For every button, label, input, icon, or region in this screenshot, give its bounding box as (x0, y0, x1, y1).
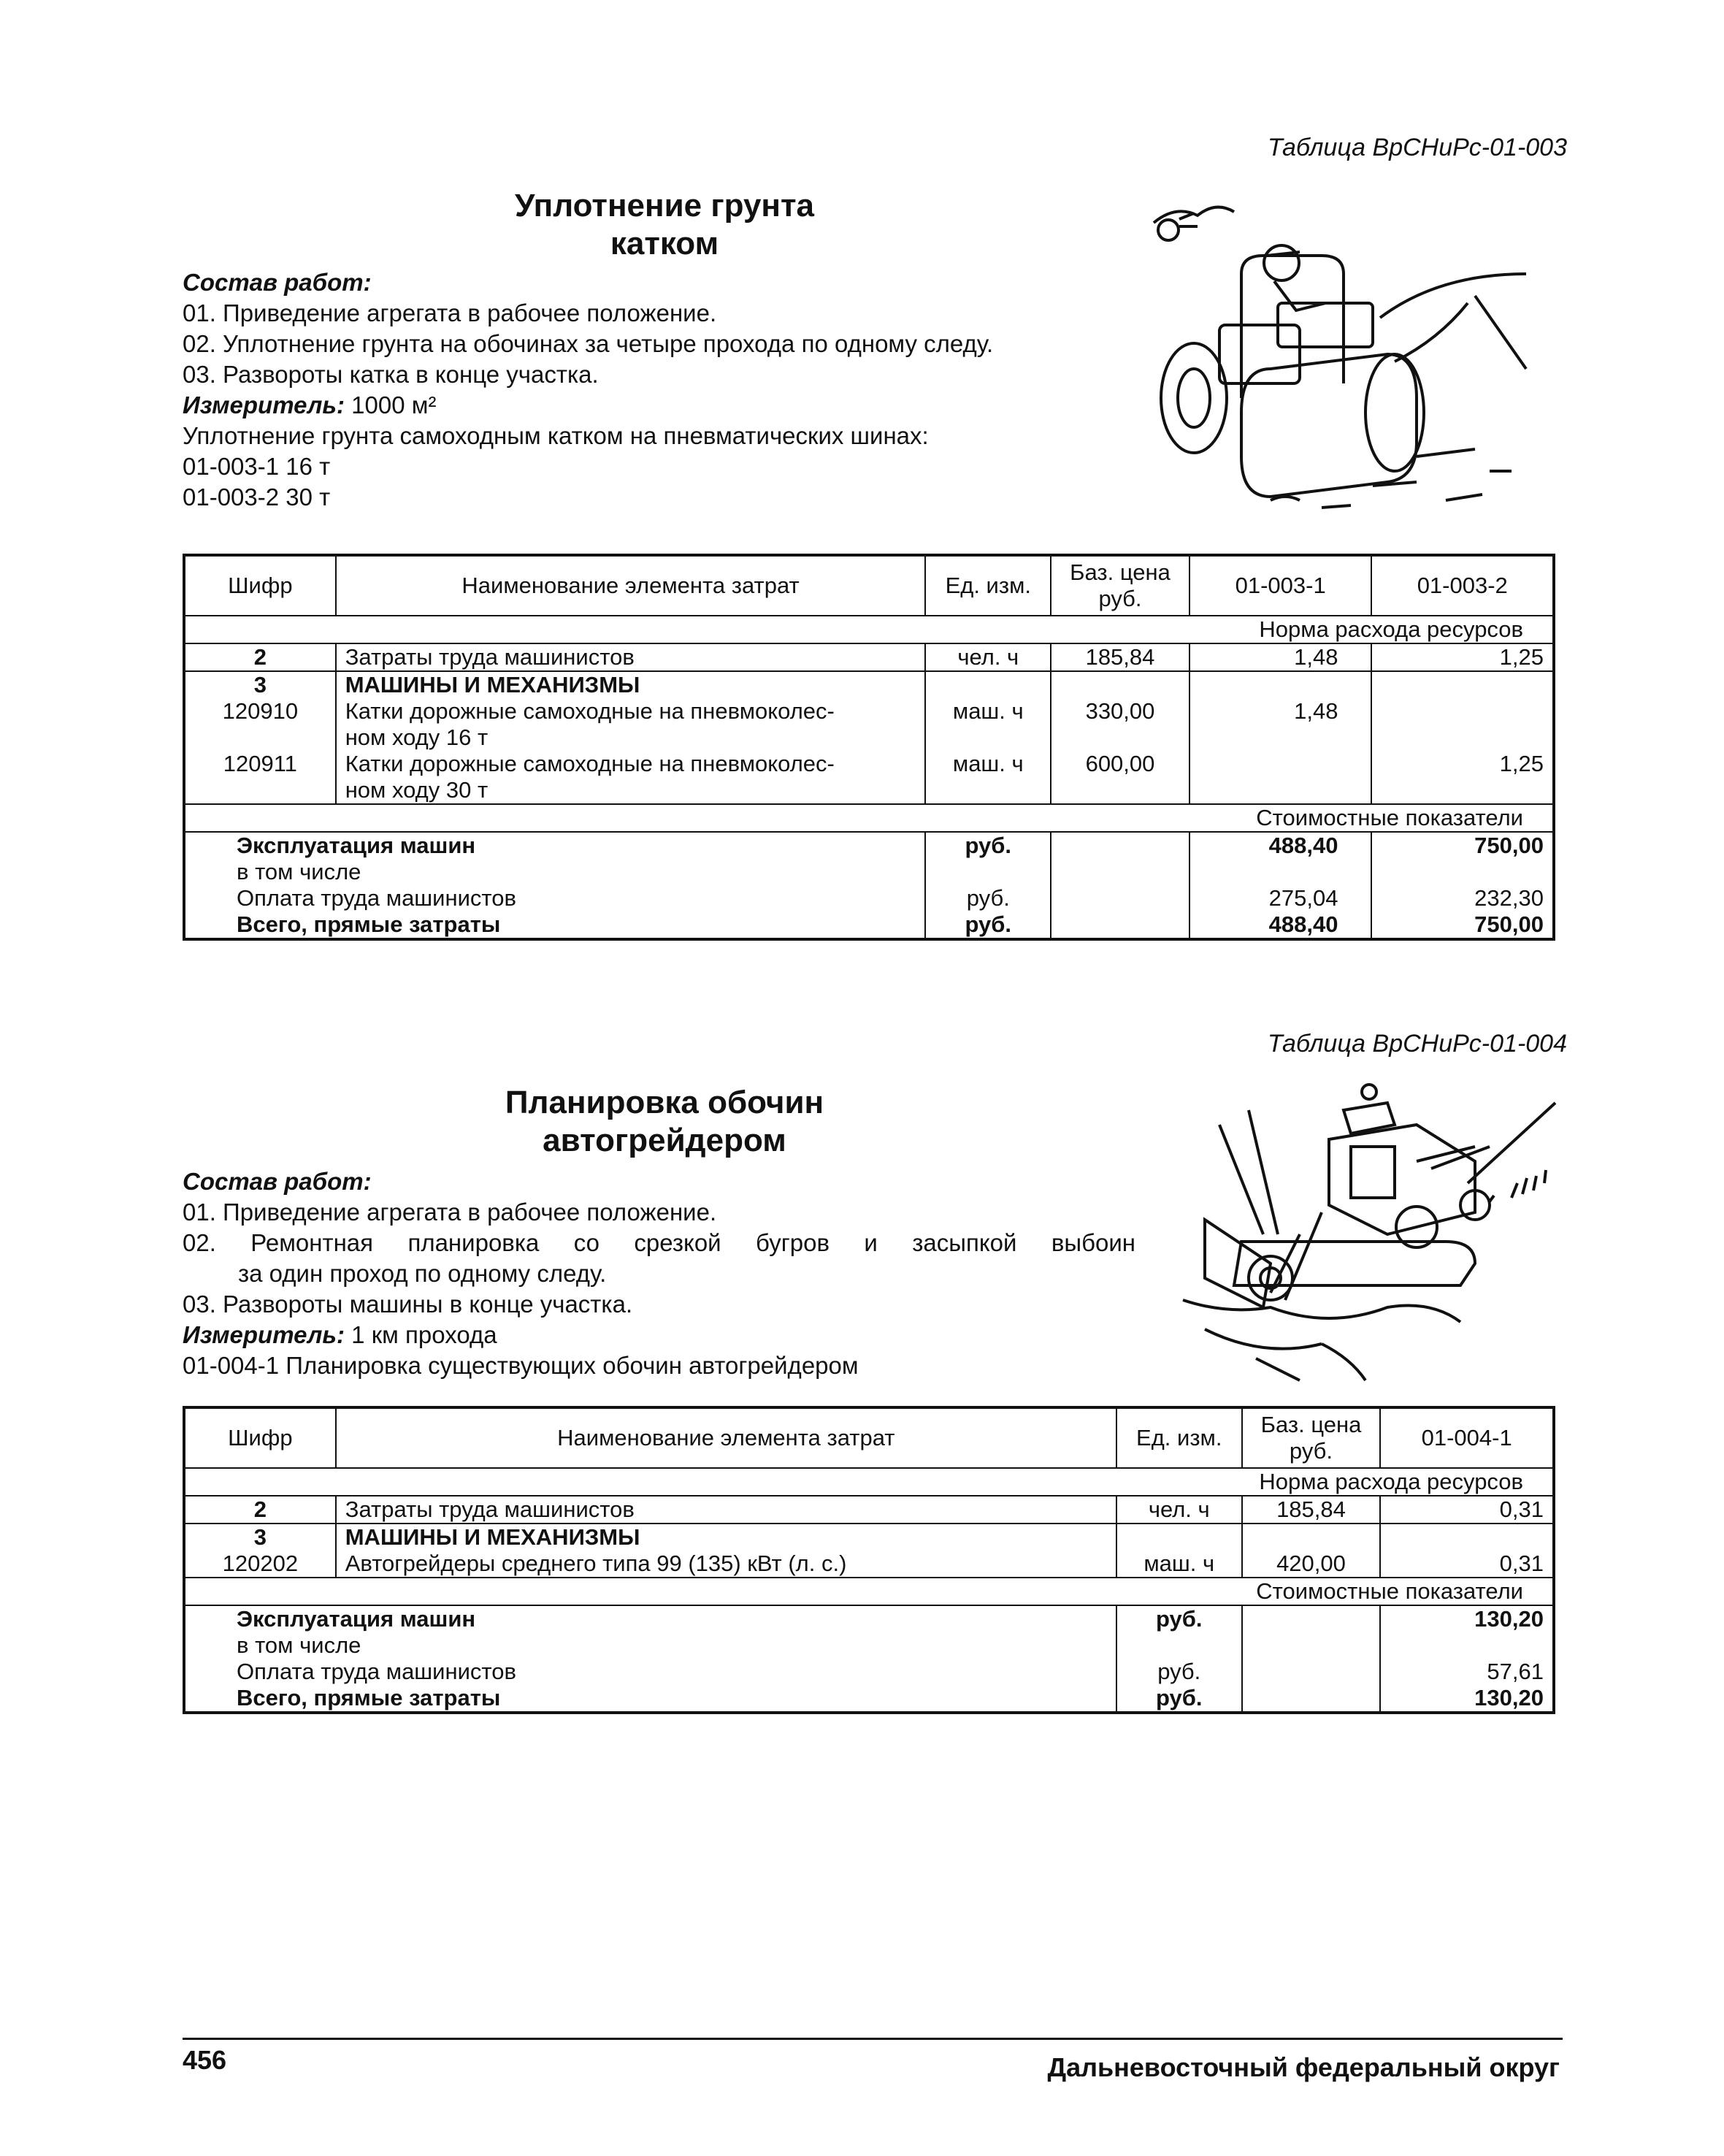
cost-name: Оплата труда машинистов (184, 885, 925, 911)
empty-cell (1380, 1632, 1554, 1659)
header-name: Наименование элемента затрат (336, 1407, 1116, 1468)
work-item: 02. Уплотнение грунта на обочинах за четыре прохода по одному следу. (183, 330, 994, 357)
row-code: 120910 (184, 698, 336, 751)
norm-label: Норма расхода ресурсов (184, 1468, 1554, 1496)
header-name: Наименование элемента затрат (336, 555, 926, 616)
header-price-line2: руб. (1098, 586, 1142, 611)
cost-value: 488,40 (1189, 911, 1372, 939)
table-row (184, 1496, 1554, 1524)
row-code: 120911 (184, 751, 336, 804)
empty-cell (1371, 859, 1554, 885)
cost-value: 130,20 (1380, 1605, 1554, 1632)
header-code: Шифр (184, 1407, 336, 1468)
cost-name: Эксплуатация машин (184, 1605, 1116, 1632)
norm-section-row (184, 1468, 1554, 1496)
section-title-1-line1: Уплотнение грунта (514, 188, 815, 223)
row-name-line2: ном ходу 30 т (345, 777, 489, 803)
empty-cell (1051, 859, 1189, 885)
row-value: 1,48 (1189, 698, 1372, 751)
work-item: 01. Приведение агрегата в рабочее положение. (183, 299, 717, 326)
variant-item: 01-003-1 16 т (183, 453, 331, 480)
cost-name: Всего, прямые затраты (184, 911, 925, 939)
cost-section-row (184, 1578, 1554, 1605)
measure-line (183, 1320, 1135, 1350)
cost-row (184, 1632, 1554, 1659)
cost-unit: руб. (1116, 1685, 1242, 1713)
row-name (336, 698, 926, 751)
row-price: 600,00 (1051, 751, 1189, 804)
header-price-line1: Баз. цена (1260, 1412, 1362, 1437)
cost-name: в том числе (184, 859, 925, 885)
row-name: Автогрейдеры среднего типа 99 (135) кВт (л. с.) (336, 1551, 1116, 1578)
row-name: Затраты труда машинистов (336, 1496, 1116, 1524)
cost-label: Стоимостные показатели (184, 1578, 1554, 1605)
cost-row-total (184, 1685, 1554, 1713)
empty-cell (1116, 1524, 1242, 1551)
header-col2: 01-003-2 (1371, 555, 1554, 616)
row-code: 2 (184, 1496, 336, 1524)
table-caption-2: Таблица ВрСНиРс-01-004 (1267, 1030, 1567, 1058)
header-unit: Ед. изм. (925, 555, 1051, 616)
empty-cell (1242, 1605, 1381, 1632)
header-price (1242, 1407, 1381, 1468)
table-header-row (184, 555, 1554, 616)
cost-row (184, 885, 1554, 911)
empty-cell (1380, 1524, 1554, 1551)
row-unit: маш. ч (925, 751, 1051, 804)
cost-name: Всего, прямые затраты (184, 1685, 1116, 1713)
cost-value: 130,20 (1380, 1685, 1554, 1713)
table-row (184, 671, 1554, 698)
cost-row-total (184, 911, 1554, 939)
empty-cell (1051, 911, 1189, 939)
empty-cell (1189, 671, 1372, 698)
cost-table-1 (183, 554, 1555, 941)
works-label: Состав работ: (183, 269, 372, 296)
table-row (184, 643, 1554, 671)
section-title-1-line2: катком (610, 226, 719, 261)
norm-section-row (184, 616, 1554, 643)
norm-label: Норма расхода ресурсов (184, 616, 1554, 643)
cost-unit: руб. (925, 832, 1051, 859)
row-value: 0,31 (1380, 1496, 1554, 1524)
row-code: 120202 (184, 1551, 336, 1578)
cost-label: Стоимостные показатели (184, 804, 1554, 832)
header-code: Шифр (184, 555, 336, 616)
row-price: 185,84 (1051, 643, 1189, 671)
cost-section-row (184, 804, 1554, 832)
works-block-1 (183, 267, 993, 513)
cost-unit: руб. (1116, 1605, 1242, 1632)
table-caption-1: Таблица ВрСНиРс-01-003 (1267, 134, 1567, 161)
row-value: 1,48 (1189, 643, 1372, 671)
cost-value: 275,04 (1189, 885, 1372, 911)
cost-unit: руб. (925, 885, 1051, 911)
row-unit: маш. ч (925, 698, 1051, 751)
work-item: 03. Развороты катка в конце участка. (183, 361, 599, 388)
cost-table-2 (183, 1406, 1555, 1714)
cost-value: 750,00 (1371, 911, 1554, 939)
empty-cell (1242, 1632, 1381, 1659)
header-price-line1: Баз. цена (1070, 559, 1171, 585)
row-unit: маш. ч (1116, 1551, 1242, 1578)
empty-cell (1242, 1685, 1381, 1713)
table-row (184, 751, 1554, 804)
measure-label: Измеритель: (183, 391, 345, 418)
row-value: 1,25 (1371, 643, 1554, 671)
empty-cell (1189, 859, 1372, 885)
cost-value: 488,40 (1189, 832, 1372, 859)
work-item: 03. Развороты машины в конце участка. (183, 1291, 633, 1318)
cost-name: Оплата труда машинистов (184, 1659, 1116, 1685)
row-code: 3 (184, 671, 336, 698)
cost-row (184, 859, 1554, 885)
empty-cell (1051, 671, 1189, 698)
row-value: 1,25 (1371, 751, 1554, 804)
empty-cell (1051, 832, 1189, 859)
cost-row (184, 1659, 1554, 1685)
section-title-2-line1: Планировка обочин (505, 1085, 824, 1120)
row-price: 330,00 (1051, 698, 1189, 751)
row-name-line1: Катки дорожные самоходные на пневмоколес- (345, 698, 835, 724)
table-row (184, 1551, 1554, 1578)
cost-value: 57,61 (1380, 1659, 1554, 1685)
cost-value: 232,30 (1371, 885, 1554, 911)
row-price: 185,84 (1242, 1496, 1381, 1524)
measure-line (183, 390, 993, 421)
empty-cell (1242, 1659, 1381, 1685)
cost-unit: руб. (1116, 1659, 1242, 1685)
row-code: 3 (184, 1524, 336, 1551)
empty-cell (925, 859, 1051, 885)
variant-item: 01-004-1 Планировка существующих обочин автогрейдером (183, 1352, 859, 1379)
works-block-2 (183, 1166, 1135, 1381)
section-title-1 (445, 187, 884, 263)
empty-cell (1051, 885, 1189, 911)
measure-label: Измеритель: (183, 1321, 345, 1348)
work-item: 02. Ремонтная планировка со срезкой бугров и засыпкой выбоин (183, 1229, 1135, 1256)
header-price (1051, 555, 1189, 616)
row-name (336, 751, 926, 804)
page-number: 456 (183, 2045, 227, 2075)
footer-region: Дальневосточный федеральный округ (1047, 2052, 1560, 2082)
row-value (1189, 751, 1372, 804)
row-name: Затраты труда машинистов (336, 643, 926, 671)
row-unit: чел. ч (925, 643, 1051, 671)
header-price-line2: руб. (1289, 1438, 1333, 1464)
measure-value: 1 км прохода (351, 1321, 497, 1348)
measure-value: 1000 м² (351, 391, 437, 418)
table-header-row (184, 1407, 1554, 1468)
row-value (1371, 698, 1554, 751)
cost-value: 750,00 (1371, 832, 1554, 859)
row-price: 420,00 (1242, 1551, 1381, 1578)
section-title-2 (445, 1084, 884, 1160)
row-name-line1: Катки дорожные самоходные на пневмоколес- (345, 751, 835, 776)
header-col1: 01-003-1 (1189, 555, 1372, 616)
cost-row (184, 1605, 1554, 1632)
motor-grader-illustration (1176, 1081, 1585, 1395)
header-col1: 01-004-1 (1380, 1407, 1554, 1468)
header-unit: Ед. изм. (1116, 1407, 1242, 1468)
description: Уплотнение грунта самоходным катком на пневматических шинах: (183, 422, 929, 449)
empty-cell (1116, 1632, 1242, 1659)
cost-name: в том числе (184, 1632, 1116, 1659)
row-name: МАШИНЫ И МЕХАНИЗМЫ (336, 671, 926, 698)
cost-unit: руб. (925, 911, 1051, 939)
row-code: 2 (184, 643, 336, 671)
empty-cell (925, 671, 1051, 698)
cost-row (184, 832, 1554, 859)
variant-item: 01-003-2 30 т (183, 483, 331, 511)
cost-name: Эксплуатация машин (184, 832, 925, 859)
row-name: МАШИНЫ И МЕХАНИЗМЫ (336, 1524, 1116, 1551)
empty-cell (1242, 1524, 1381, 1551)
table-row (184, 1524, 1554, 1551)
works-label: Состав работ: (183, 1168, 372, 1195)
row-value: 0,31 (1380, 1551, 1554, 1578)
empty-cell (1371, 671, 1554, 698)
footer-divider (183, 2038, 1563, 2040)
row-unit: чел. ч (1116, 1496, 1242, 1524)
work-item: 01. Приведение агрегата в рабочее положение. (183, 1199, 717, 1226)
road-roller-illustration (1139, 194, 1548, 530)
section-title-2-line2: автогрейдером (543, 1123, 786, 1158)
work-item-continuation: за один проход по одному следу. (238, 1260, 607, 1287)
row-name-line2: ном ходу 16 т (345, 725, 489, 750)
table-row (184, 698, 1554, 751)
